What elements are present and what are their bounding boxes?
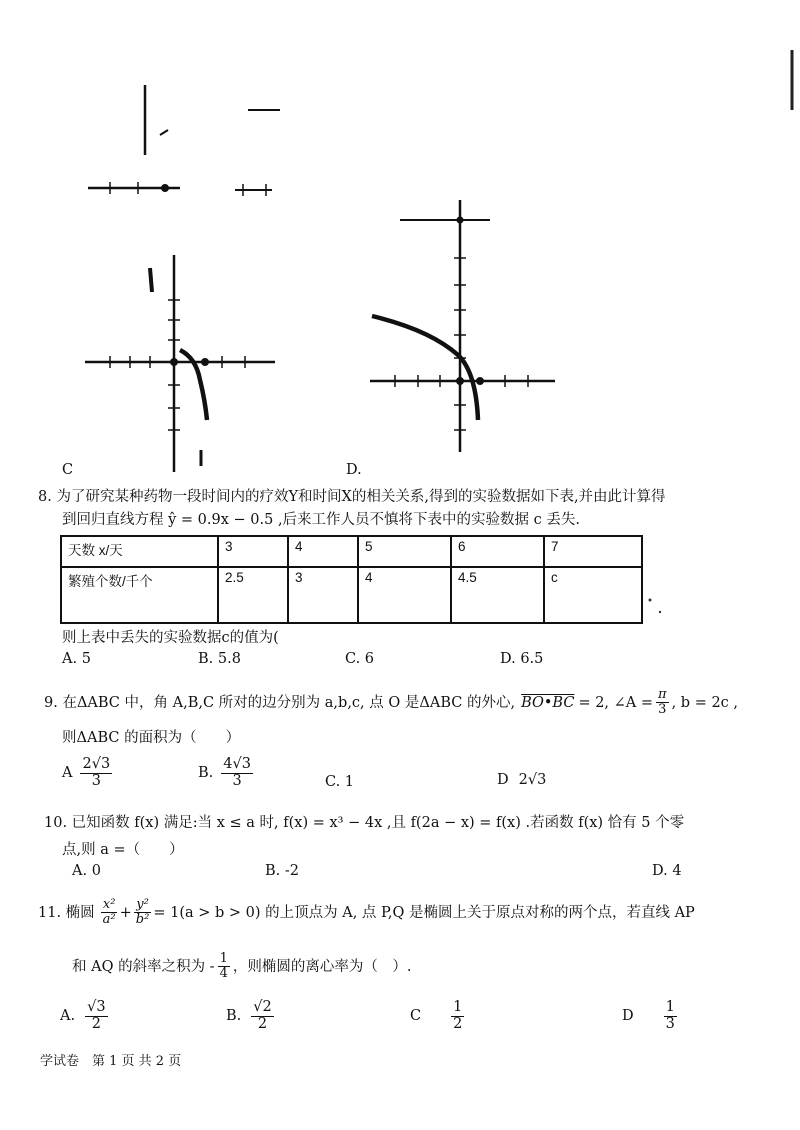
q9-angle-fraction [656, 688, 669, 718]
q11-four: 4 [219, 966, 228, 982]
table-cell: 天数 x/天 [61, 536, 218, 567]
q11-option-c-fraction [451, 1000, 464, 1033]
q11-x-fraction [101, 898, 118, 928]
q9-option-a-num: 2√3 [82, 756, 111, 772]
q9-three: 3 [658, 702, 667, 718]
q9-option-d [497, 772, 546, 788]
table-cell: 6 [451, 536, 544, 567]
table-cell: 3 [288, 567, 358, 623]
q9-option-b-num: 4√3 [223, 756, 251, 772]
q11-option-d-den: 3 [665, 1015, 675, 1032]
q9-vector: BO•BC [521, 694, 575, 711]
q9-option-a [62, 757, 112, 790]
q9-text: 9. 在ΔABC 中，角 A,B,C 所对的边分别为 a,b,c, 点 O 是ΔABC 的外心, [44, 694, 516, 711]
q11-option-a-fraction [85, 1000, 107, 1033]
q11-line2 [72, 952, 411, 982]
q9-option-b-den: 3 [232, 772, 242, 789]
q10-option-b: B. -2 [265, 863, 299, 879]
graph-c-origin [171, 359, 178, 366]
table-cell: 2.5 [218, 567, 288, 623]
graph-d-origin [457, 378, 464, 385]
table-cell: 4 [358, 567, 451, 623]
q10-line1: 10. 已知函数 f(x) 满足:当 x ≤ a 时, f(x) = x³ − 4x ,且 f(2a − x) = f(x) .若函数 f(x) 恰有 5 个零 [44, 815, 685, 831]
table-cell: 4 [288, 536, 358, 567]
q9-option-b-label: B. [198, 765, 214, 782]
q11-option-b-den: 2 [257, 1015, 268, 1032]
q11-option-c-num: 1 [453, 999, 463, 1015]
q9-option-d-label: D [497, 772, 509, 788]
q11-option-a-label: A. [60, 1008, 76, 1025]
q11-x2: x² [102, 897, 116, 912]
q9-option-a-label: A [62, 765, 73, 782]
q9-pi: π [658, 687, 667, 702]
q11-b2: b² [135, 912, 150, 928]
q9-option-d-value: 2√3 [518, 772, 547, 788]
graph-c-zero [202, 359, 209, 366]
table-cell: 3 [218, 536, 288, 567]
table-cell: 4.5 [451, 567, 544, 623]
q9-option-b-fraction [221, 757, 253, 790]
graph-b-remnant [88, 85, 280, 196]
q11-one: 1 [219, 951, 228, 966]
q10-line2: 点,则 a =（ ） [62, 842, 184, 858]
table-cell: 7 [544, 536, 642, 567]
q11-line2-post: ，则椭圆的离心率为（ ）. [232, 958, 412, 975]
q11-a2: a² [102, 912, 116, 928]
q11-option-b-num: √2 [253, 999, 272, 1015]
q11-option-a [60, 1000, 108, 1033]
q11-y-fraction [134, 898, 152, 928]
graph-b-point [162, 185, 169, 192]
q8-line2: 到回归直线方程 ŷ = 0.9x − 0.5 ,后来工作人员不慎将下表中的实验数据 c 丢失. [62, 512, 580, 528]
q9-option-c: C. 1 [325, 774, 355, 790]
q11-option-b-label: B. [226, 1008, 242, 1025]
q11-option-c-label: C [410, 1008, 422, 1025]
table-cell: c [544, 567, 642, 623]
q9-line1 [44, 688, 738, 718]
graph-c-mark [150, 268, 152, 292]
page-footer: 学试卷 第 1 页 共 2 页 [40, 1054, 182, 1069]
q8-option-b: B. 5.8 [198, 651, 241, 667]
table-cell: 繁殖个数/千个 [61, 567, 218, 623]
q8-option-a: A. 5 [62, 651, 91, 667]
table-cell: 5 [358, 536, 451, 567]
q9-condition: = 2, ∠A = [578, 694, 654, 711]
graph-c [85, 255, 275, 472]
q9-tail: , b = 2c , [671, 694, 739, 711]
q10-option-a: A. 0 [72, 863, 101, 879]
q11-line1 [38, 898, 695, 928]
q11-y2: y² [136, 897, 149, 912]
table-row [61, 536, 642, 567]
graphs-area [0, 0, 800, 480]
q11-option-c-den: 2 [453, 1015, 463, 1032]
q11-option-a-den: 2 [91, 1015, 101, 1032]
q9-option-a-fraction [80, 757, 112, 790]
graph-b-mark [160, 130, 168, 135]
table-row [61, 567, 642, 623]
q11-option-d-fraction [664, 1000, 677, 1033]
q8-option-c: C. 6 [345, 651, 375, 667]
q9-option-a-den: 3 [91, 772, 101, 789]
q11-slope-fraction [218, 952, 230, 982]
q8-data-table [60, 535, 643, 624]
graph-d-label: D. [346, 462, 362, 478]
q11-option-d [622, 1000, 677, 1033]
q11-option-d-num: 1 [665, 999, 675, 1015]
q11-option-b [226, 1000, 274, 1033]
graph-d-zero [477, 378, 484, 385]
q8-ask: 则上表中丢失的实验数据c的值为( [62, 630, 279, 646]
q11-option-b-fraction [251, 1000, 273, 1033]
q11-line2-pre: 和 AQ 的斜率之积为 - [72, 958, 215, 975]
q8-option-d: D. 6.5 [500, 651, 544, 667]
q11-plus: + [119, 904, 132, 921]
q11-prefix: 11. 椭圆 [38, 904, 95, 921]
graph-d [370, 200, 555, 452]
graph-c-label: C [62, 462, 74, 478]
q9-ask: 则ΔABC 的面积为（ ） [62, 730, 241, 746]
q9-option-b [198, 757, 253, 790]
q11-option-a-num: √3 [87, 999, 106, 1015]
q11-option-c [410, 1000, 464, 1033]
q8-line1: 8. 为了研究某种药物一段时间内的疗效Y和时间X的相关关系,得到的实验数据如下表,并由此计算得 [38, 489, 666, 505]
q11-option-d-label: D [622, 1008, 634, 1025]
q10-option-d: D. 4 [652, 863, 682, 879]
q11-line1-tail: = 1(a > b > 0) 的上顶点为 A, 点 P,Q 是椭圆上关于原点对称的两个点，若直线 AP [153, 904, 695, 921]
